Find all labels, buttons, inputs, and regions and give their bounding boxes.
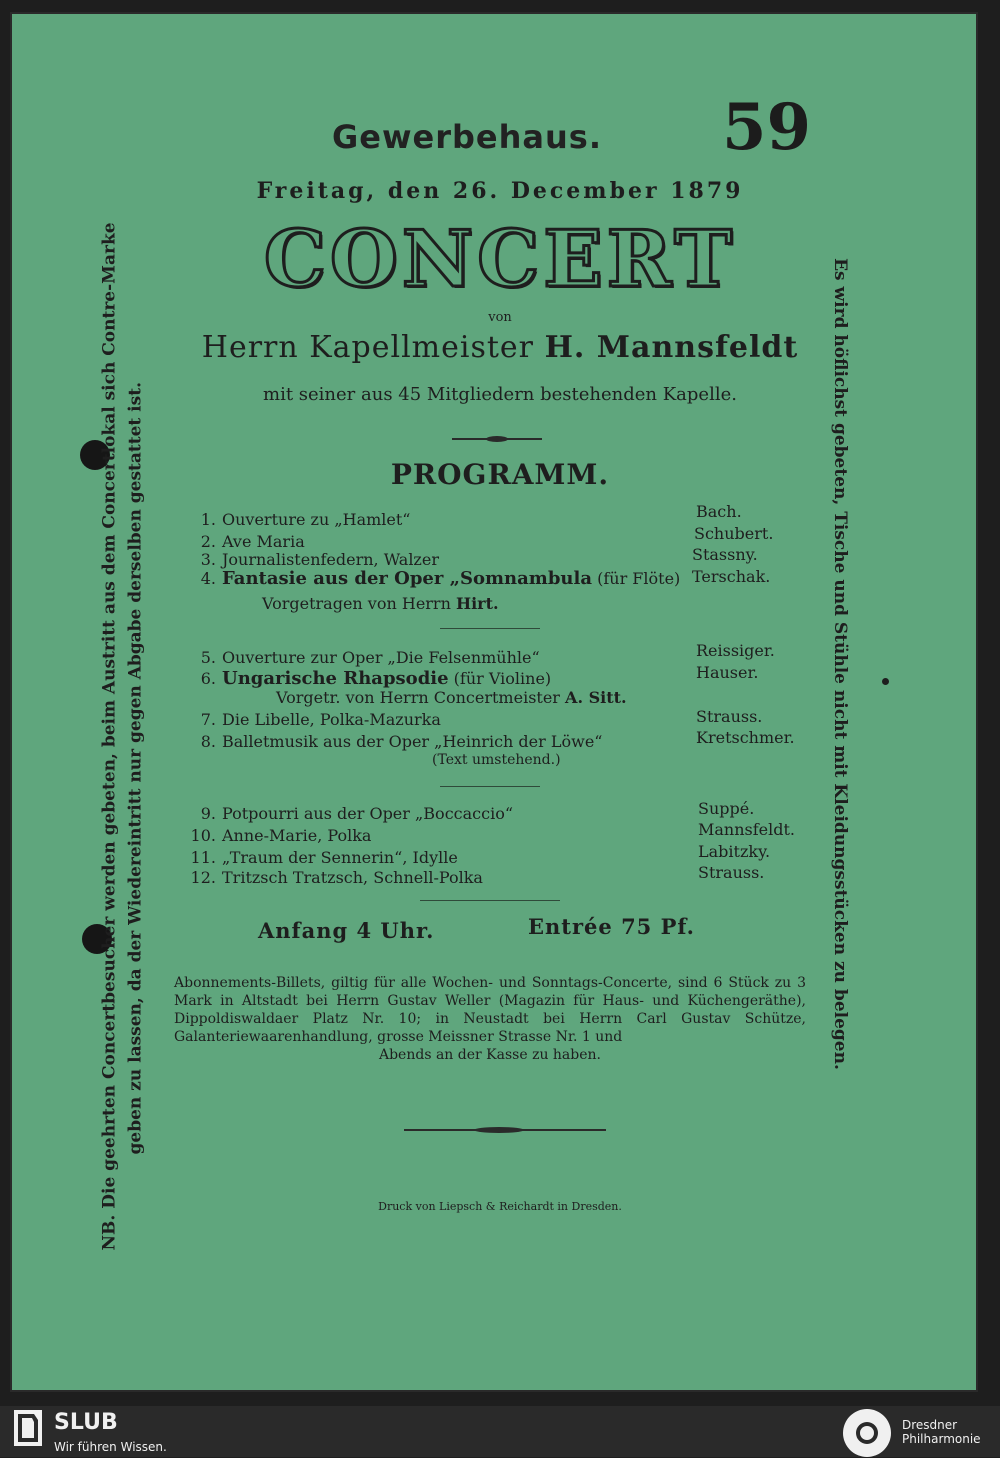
text-note-8: (Text umstehend.): [432, 752, 561, 768]
program-item-5: 5. Ouverture zur Oper „Die Felsenmühle“: [200, 648, 540, 667]
program-item-7: 7. Die Libelle, Polka-Mazurka: [200, 710, 441, 729]
ensemble-line: mit seiner aus 45 Mitgliedern bestehenden Kapelle.: [263, 384, 737, 405]
von-label: von: [488, 310, 512, 325]
composer-1: Bach.: [696, 502, 742, 521]
composer-4: Terschak.: [692, 567, 771, 586]
slub-name[interactable]: SLUB: [54, 1410, 118, 1435]
program-item-1: 1. Ouverture zu „Hamlet“: [200, 510, 411, 529]
divider-3: [420, 900, 560, 901]
composer-12: Strauss.: [698, 863, 765, 882]
right-notice-text: Es wird höflichst gebeten, Tische und Stühle nicht mit Kleidungsstücken zu belegen.: [830, 258, 850, 1070]
right-margin-notice: [820, 218, 860, 1130]
performer-note-4: Vorgetragen von Herrn Hirt.: [262, 594, 499, 613]
bottom-ornament-center: [474, 1127, 524, 1133]
philharmonie-name[interactable]: Dresdner Philharmonie: [902, 1418, 981, 1446]
slub-tagline: Wir führen Wissen.: [54, 1440, 167, 1454]
slub-logo-icon[interactable]: [14, 1410, 42, 1446]
composer-7: Strauss.: [696, 707, 763, 726]
composer-9: Suppé.: [698, 799, 755, 818]
composer-3: Stassny.: [692, 545, 758, 564]
program-item-10: 10. Anne-Marie, Polka: [190, 826, 372, 845]
program-item-2: 2. Ave Maria: [200, 532, 305, 551]
composer-8: Kretschmer.: [696, 728, 795, 747]
composer-10: Mannsfeldt.: [698, 820, 796, 839]
ornament-center: [486, 436, 508, 442]
printer-credit: Druck von Liepsch & Reichardt in Dresden.: [378, 1200, 622, 1213]
composer-11: Labitzky.: [698, 842, 771, 861]
program-number: 59: [722, 90, 812, 165]
divider-1: [440, 628, 540, 629]
composer-5: Reissiger.: [696, 641, 775, 660]
concert-date: Freitag, den 26. December 1879: [256, 178, 744, 204]
left-margin-notice: [92, 110, 152, 1255]
subscription-info: Abonnements-Billets, giltig für alle Wochen- und Sonntags-Concerte, sind 6 Stück zu 3 Mark in Altstadt bei Herrn Gustav Weller (Magazin für Haus- und Küchengeräthe), Dippoldiswaldaer Platz Nr. 10; in Neustadt bei Herrn Carl Gustav Schütze, Galanteriewaarenhandlung, grosse Meissner Strasse Nr. 1 und Abends an der Kasse zu haben.: [174, 975, 806, 1063]
programm-heading: PROGRAMM.: [390, 458, 610, 491]
concert-heading: CONCERT: [263, 214, 737, 305]
composer-2: Schubert.: [694, 524, 774, 543]
conductor-name: H. Mannsfeldt: [544, 330, 799, 365]
program-item-9: 9. Potpourri aus der Oper „Boccaccio“: [200, 804, 513, 823]
program-item-4: 4. Fantasie aus der Oper „Somnambula (für Flöte): [200, 568, 681, 589]
venue-title: Gewerbehaus.: [332, 118, 602, 156]
ink-dot: [882, 678, 889, 685]
divider-2: [440, 786, 540, 787]
philharmonie-logo-icon[interactable]: [842, 1408, 892, 1458]
program-item-3: 3. Journalistenfedern, Walzer: [200, 550, 439, 569]
program-item-6: 6. Ungarische Rhapsodie (für Violine): [200, 668, 552, 689]
program-item-11: 11. „Traum der Sennerin“, Idylle: [190, 848, 458, 867]
performer-note-6: Vorgetr. von Herrn Concertmeister A. Sitt.: [276, 688, 627, 707]
admission-price: Entrée 75 Pf.: [528, 914, 695, 939]
conductor-prefix: Herrn Kapellmeister: [201, 330, 535, 365]
composer-6: Hauser.: [696, 663, 759, 682]
left-notice-line-2: geben zu lassen, da der Wiedereintritt nur gegen Abgabe derselben gestattet ist.: [125, 382, 146, 1155]
left-notice-line-1: NB. Die geehrten Concertbesucher werden gebeten, beim Austritt aus dem Concertlokal sich Contre-Marke: [99, 222, 120, 1251]
subscription-info-last: Abends an der Kasse zu haben.: [378, 1047, 601, 1063]
program-item-8: 8. Balletmusik aus der Oper „Heinrich der Löwe“: [200, 732, 603, 751]
start-time: Anfang 4 Uhr.: [258, 918, 435, 943]
program-item-12: 12. Tritzsch Tratzsch, Schnell-Polka: [190, 868, 483, 887]
